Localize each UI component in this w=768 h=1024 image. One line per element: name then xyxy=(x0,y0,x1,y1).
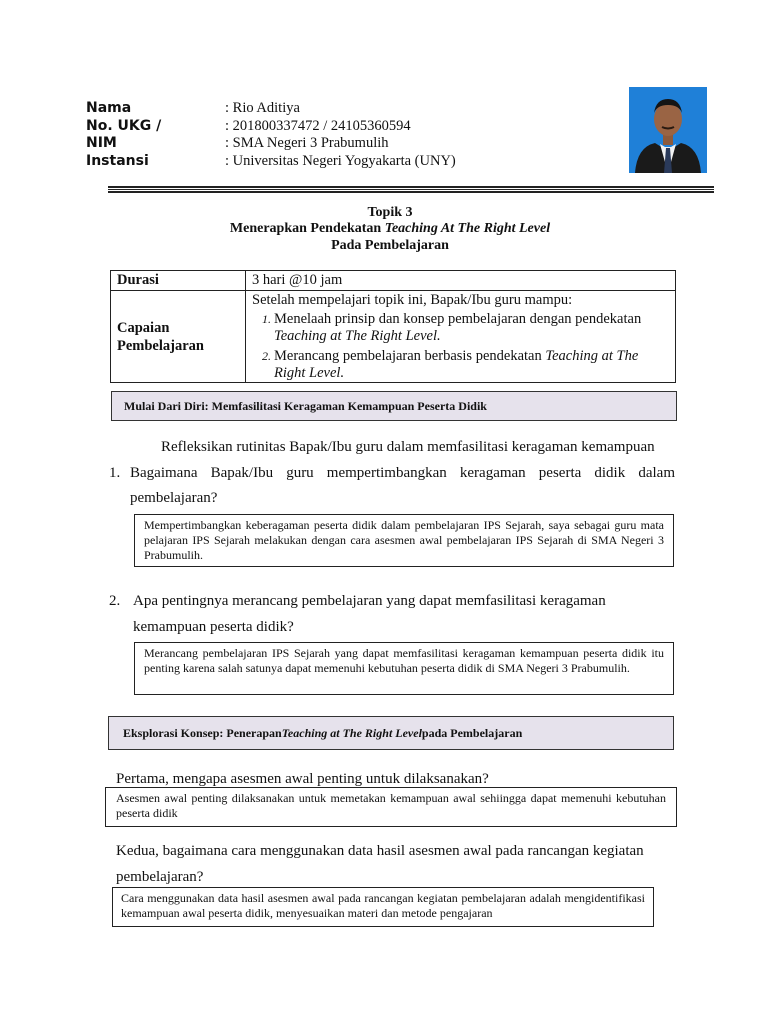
section-banner-mulai-dari-diri: Mulai Dari Diri: Memfasilitasi Keragaman Kemampuan Peserta Didik xyxy=(111,391,677,421)
answer-box-pertama: Asesmen awal penting dilaksanakan untuk memetakan kemampuan awal sehiingga dapat memenuhi kebutuhan peserta didik xyxy=(105,787,677,827)
value-instansi-school: : SMA Negeri 3 Prabumulih xyxy=(225,135,389,151)
answer-box-1: Mempertimbangkan keberagaman peserta didik dalam pembelajaran IPS Sejarah, saya sebagai guru mata pelajaran IPS Sejarah melakukan dengan cara asesmen awal pembelajaran IPS Sejarah di SMA Negeri 3 Prabumulih. xyxy=(134,514,674,567)
answer-box-2: Merancang pembelajaran IPS Sejarah yang dapat memfasilitasi keragaman kemampuan peserta didik itu penting karena salah satunya dapat memenuhi kebutuhan peserta didik di SMA Negeri 3 Prabumulih. xyxy=(134,642,674,695)
person-portrait-photo-icon xyxy=(629,87,707,173)
label-instansi: Instansi xyxy=(86,152,149,169)
separator-line-bottom xyxy=(108,191,714,193)
info-table xyxy=(110,270,676,383)
capaian-intro: Setelah mempelajari topik ini, Bapak/Ibu guru mampu: xyxy=(252,292,573,308)
value-university: : Universitas Negeri Yogyakarta (UNY) xyxy=(225,152,456,169)
question-2-text-cont: kemampuan peserta didik? xyxy=(133,619,294,635)
table-row-capaian xyxy=(111,291,676,383)
separator-line-top xyxy=(108,186,714,188)
capaian-list xyxy=(252,311,669,382)
section-banner-eksplorasi-konsep: Eksplorasi Konsep: Penerapan Teaching at The Right Level pada Pembelajaran xyxy=(108,716,674,750)
identity-labels xyxy=(86,100,161,170)
capaian-label: Capaian Pembelajaran xyxy=(111,291,246,383)
question-kedua-cont: pembelajaran? xyxy=(116,869,204,885)
separator-line-middle xyxy=(108,189,714,190)
topic-subtitle-2: Pada Pembelajaran xyxy=(331,238,449,253)
reflection-intro: Refleksikan rutinitas Bapak/Ibu guru dalam memfasilitasi keragaman kemampuan xyxy=(161,439,655,455)
question-2-number: 2. xyxy=(109,593,121,609)
durasi-label: Durasi xyxy=(111,271,246,291)
question-2-text: Apa pentingnya merancang pembelajaran yang dapat memfasilitasi keragaman xyxy=(133,593,606,609)
identity-values xyxy=(225,100,456,170)
question-pertama: Pertama, mengapa asesmen awal penting untuk dilaksanakan? xyxy=(116,771,489,787)
topic-title: Topik 3 xyxy=(367,205,413,220)
value-no-ukg: : 201800337472 / 24105360594 xyxy=(225,117,411,134)
question-kedua: Kedua, bagaimana cara menggunakan data hasil asesmen awal pada rancangan kegiatan xyxy=(116,843,644,859)
label-nama: Nama xyxy=(86,100,132,116)
value-nama: : Rio Aditiya xyxy=(225,100,300,116)
answer-box-kedua: Cara menggunakan data hasil asesmen awal pada rancangan kegiatan pembelajaran adalah mengidentifikasi kemampuan awal peserta didik, menyesuaikan materi dan metode pengajaran xyxy=(112,887,654,927)
list-item: 1. Menelaah prinsip dan konsep pembelajaran dengan pendekatan Teaching at The Right Level. xyxy=(274,311,669,345)
profile-photo xyxy=(629,87,707,173)
question-1-text: Bagaimana Bapak/Ibu guru mempertimbangkan keragaman peserta didik dalam xyxy=(130,465,675,481)
label-no-ukg: No. UKG / xyxy=(86,117,162,134)
label-nim: NIM xyxy=(86,135,117,151)
question-1-text-cont: pembelajaran? xyxy=(130,490,218,506)
durasi-value: 3 hari @10 jam xyxy=(246,271,676,291)
capaian-content xyxy=(246,291,676,383)
table-row-durasi xyxy=(111,271,676,291)
question-1-number: 1. xyxy=(109,465,121,481)
list-item: 2. Merancang pembelajaran berbasis pendekatan Teaching at The Right Level. xyxy=(274,348,669,382)
topic-subtitle: Menerapkan Pendekatan Teaching At The Right Level xyxy=(229,221,551,236)
